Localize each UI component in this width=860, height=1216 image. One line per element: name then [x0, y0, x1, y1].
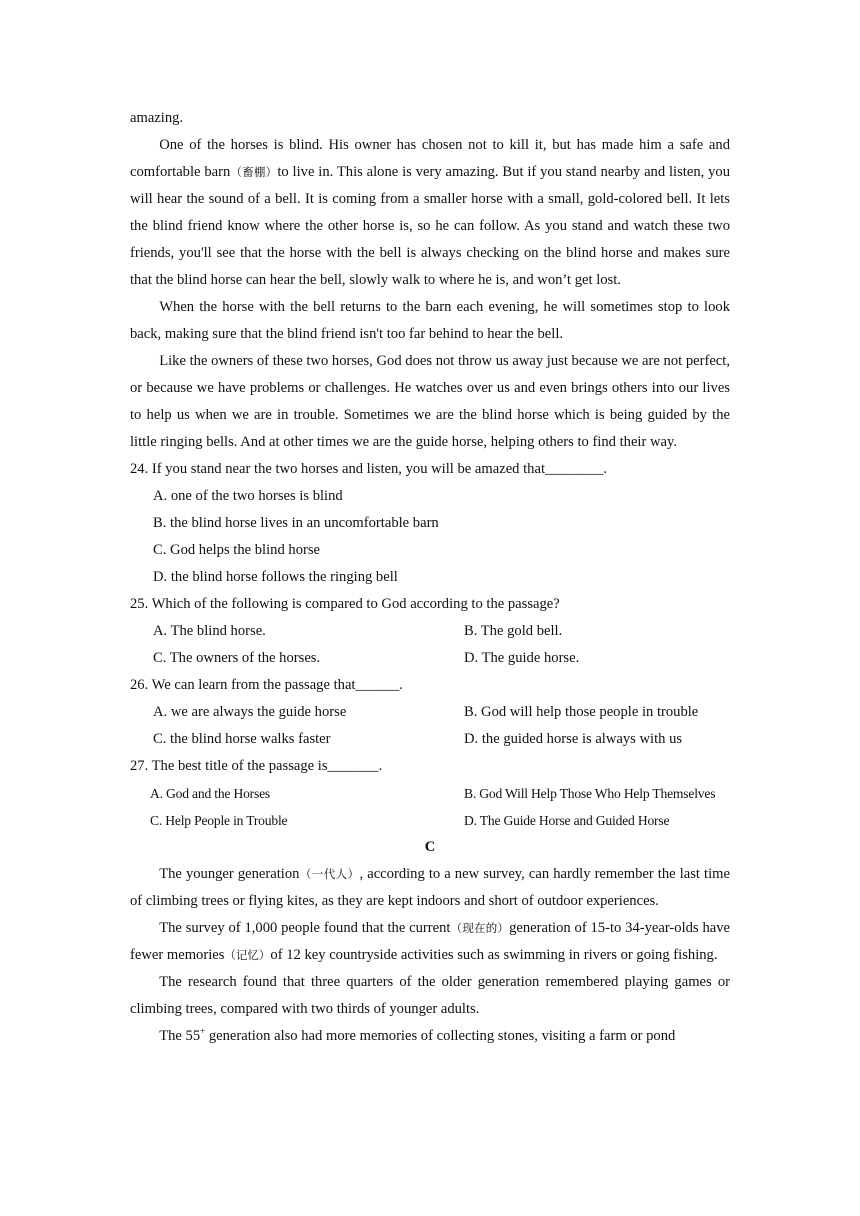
question-25-option-b[interactable]: B. The gold bell. [464, 623, 563, 639]
question-26-options-row-1 [153, 699, 730, 726]
passage-b-paragraph-3: Like the owners of these two horses, God does not throw us away just because we are not perfect, or because we have problems or challenges. He watches over us and even brings others into our lives to help us when we are in trouble. Sometimes we are the blind horse which is being guided by the little ringing bells. And at other times we are the guide horse, helping others to find their way. [130, 353, 730, 450]
question-26-option-b[interactable]: B. God will help those people in trouble [464, 704, 699, 720]
question-24-stem: 24. If you stand near the two horses and listen, you will be amazed that________. [130, 461, 608, 477]
question-26-option-d[interactable]: D. the guided horse is always with us [464, 731, 683, 747]
passage-c-paragraph-3: The research found that three quarters of the older generation remembered playing games or climbing trees, compared with two thirds of younger adults. [130, 974, 730, 1017]
question-24-option-c[interactable]: C. God helps the blind horse [153, 542, 321, 558]
question-26-stem: 26. We can learn from the passage that______. [130, 677, 403, 693]
section-c-heading: C [424, 839, 436, 855]
question-27-options-row-2 [150, 807, 730, 834]
question-25-options-row-1 [153, 618, 730, 645]
passage-b-paragraph-2: When the horse with the bell returns to the barn each evening, he will sometimes stop to look back, making sure that the blind friend isn't too far behind to hear the bell. [130, 299, 730, 342]
question-27-option-d[interactable]: D. The Guide Horse and Guided Horse [464, 813, 670, 828]
question-27-options-row-1 [150, 780, 730, 807]
question-24-option-d[interactable]: D. the blind horse follows the ringing bell [153, 569, 398, 585]
chinese-gloss: （一代人） [299, 867, 360, 881]
document-body [130, 105, 730, 1050]
chinese-gloss: （畜棚） [230, 165, 278, 179]
question-26-option-c[interactable]: C. the blind horse walks faster [153, 731, 331, 747]
passage-b-paragraph-1: One of the horses is blind. His owner has chosen not to kill it, but has made him a safe and comfortable barn（畜棚）to live in. This alone is very amazing. But if you stand nearby and listen, you will hear the sound of a bell. It is coming from a smaller horse with a small, gold-colored bell. It lets the blind friend know where the other horse is, so he can follow. As you stand and watch these two friends, you'll see that the horse with the bell is always checking on the blind horse and makes sure that the blind horse can hear the bell, slowly walk to where he is, and won’t get lost. [130, 137, 731, 288]
question-27-stem: 27. The best title of the passage is_______. [130, 758, 383, 774]
chinese-gloss: （现在的） [450, 921, 510, 935]
question-25-option-d[interactable]: D. The guide horse. [464, 650, 580, 666]
question-25-option-c[interactable]: C. The owners of the horses. [153, 650, 321, 666]
question-25-stem: 25. Which of the following is compared to God according to the passage? [130, 596, 560, 612]
paragraph-fragment: amazing. [130, 110, 184, 126]
passage-c-paragraph-4: The 55+ generation also had more memories of collecting stones, visiting a farm or pond [159, 1026, 676, 1044]
question-27-option-c[interactable]: C. Help People in Trouble [150, 813, 288, 828]
question-25-options-row-2 [153, 645, 730, 672]
question-26-option-a[interactable]: A. we are always the guide horse [153, 704, 347, 720]
question-27-option-b[interactable]: B. God Will Help Those Who Help Themselves [464, 786, 716, 801]
question-24-option-b[interactable]: B. the blind horse lives in an uncomfortable barn [153, 515, 439, 531]
passage-c-paragraph-2: The survey of 1,000 people found that the current（现在的）generation of 15-to 34-year-olds have fewer memories（记忆）of 12 key countryside activities such as swimming in rivers or going fishing. [130, 920, 731, 963]
chinese-gloss: （记忆） [224, 948, 271, 962]
question-24-option-a[interactable]: A. one of the two horses is blind [153, 488, 343, 504]
question-26-options-row-2 [153, 726, 730, 753]
question-27-option-a[interactable]: A. God and the Horses [150, 786, 271, 801]
passage-c-paragraph-1: The younger generation（一代人）, according to a new survey, can hardly remember the last time of climbing trees or flying kites, as they are kept indoors and short of outdoor experiences. [130, 866, 730, 909]
question-25-option-a[interactable]: A. The blind horse. [153, 623, 266, 639]
